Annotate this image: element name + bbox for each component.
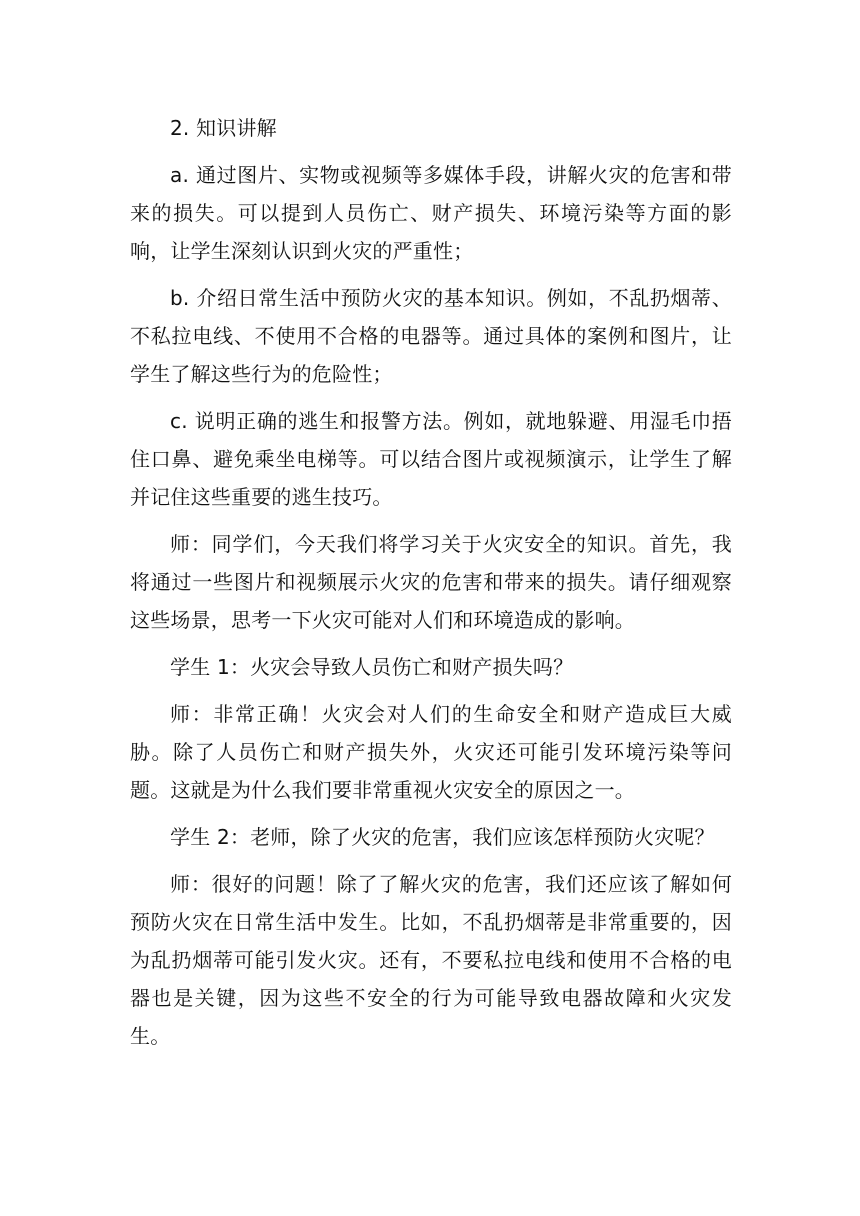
paragraph-teacher-2: 师：非常正确！火灾会对人们的生命安全和财产造成巨大威胁。除了人员伤亡和财产损失外，火灾还可能引发环境污染等问题。这就是为什么我们要非常重视火灾安全的原因之一。 bbox=[130, 702, 732, 802]
paragraph-item-c: c. 说明正确的逃生和报警方法。例如，就地躲避、用湿毛巾捂住口鼻、避免乘坐电梯等。可以结合图片或视频演示，让学生了解并记住这些重要的逃生技巧。 bbox=[130, 409, 732, 509]
paragraph-item-a: a. 通过图片、实物或视频等多媒体手段，讲解火灾的危害和带来的损失。可以提到人员伤亡、财产损失、环境污染等方面的影响，让学生深刻认识到火灾的严重性； bbox=[130, 163, 732, 263]
paragraph-teacher-3: 师：很好的问题！除了了解火灾的危害，我们还应该了解如何预防火灾在日常生活中发生。比如，不乱扔烟蒂是非常重要的，因为乱扔烟蒂可能引发火灾。还有，不要私拉电线和使用不合格的电器也是关键，因为这些不安全的行为可能导致电器故障和火灾发生。 bbox=[130, 872, 732, 1048]
paragraph-item-b: b. 介绍日常生活中预防火灾的基本知识。例如，不乱扔烟蒂、不私拉电线、不使用不合格的电器等。通过具体的案例和图片，让学生了解这些行为的危险性； bbox=[130, 286, 732, 386]
paragraph-teacher-1: 师：同学们，今天我们将学习关于火灾安全的知识。首先，我将通过一些图片和视频展示火灾的危害和带来的损失。请仔细观察这些场景，思考一下火灾可能对人们和环境造成的影响。 bbox=[130, 532, 732, 632]
paragraph-student-1: 学生 1：火灾会导致人员伤亡和财产损失吗？ bbox=[170, 655, 574, 679]
paragraph-student-2: 学生 2：老师，除了火灾的危害，我们应该怎样预防火灾呢？ bbox=[170, 825, 715, 849]
section-heading: 2. 知识讲解 bbox=[170, 116, 277, 140]
document-body bbox=[130, 109, 732, 1064]
